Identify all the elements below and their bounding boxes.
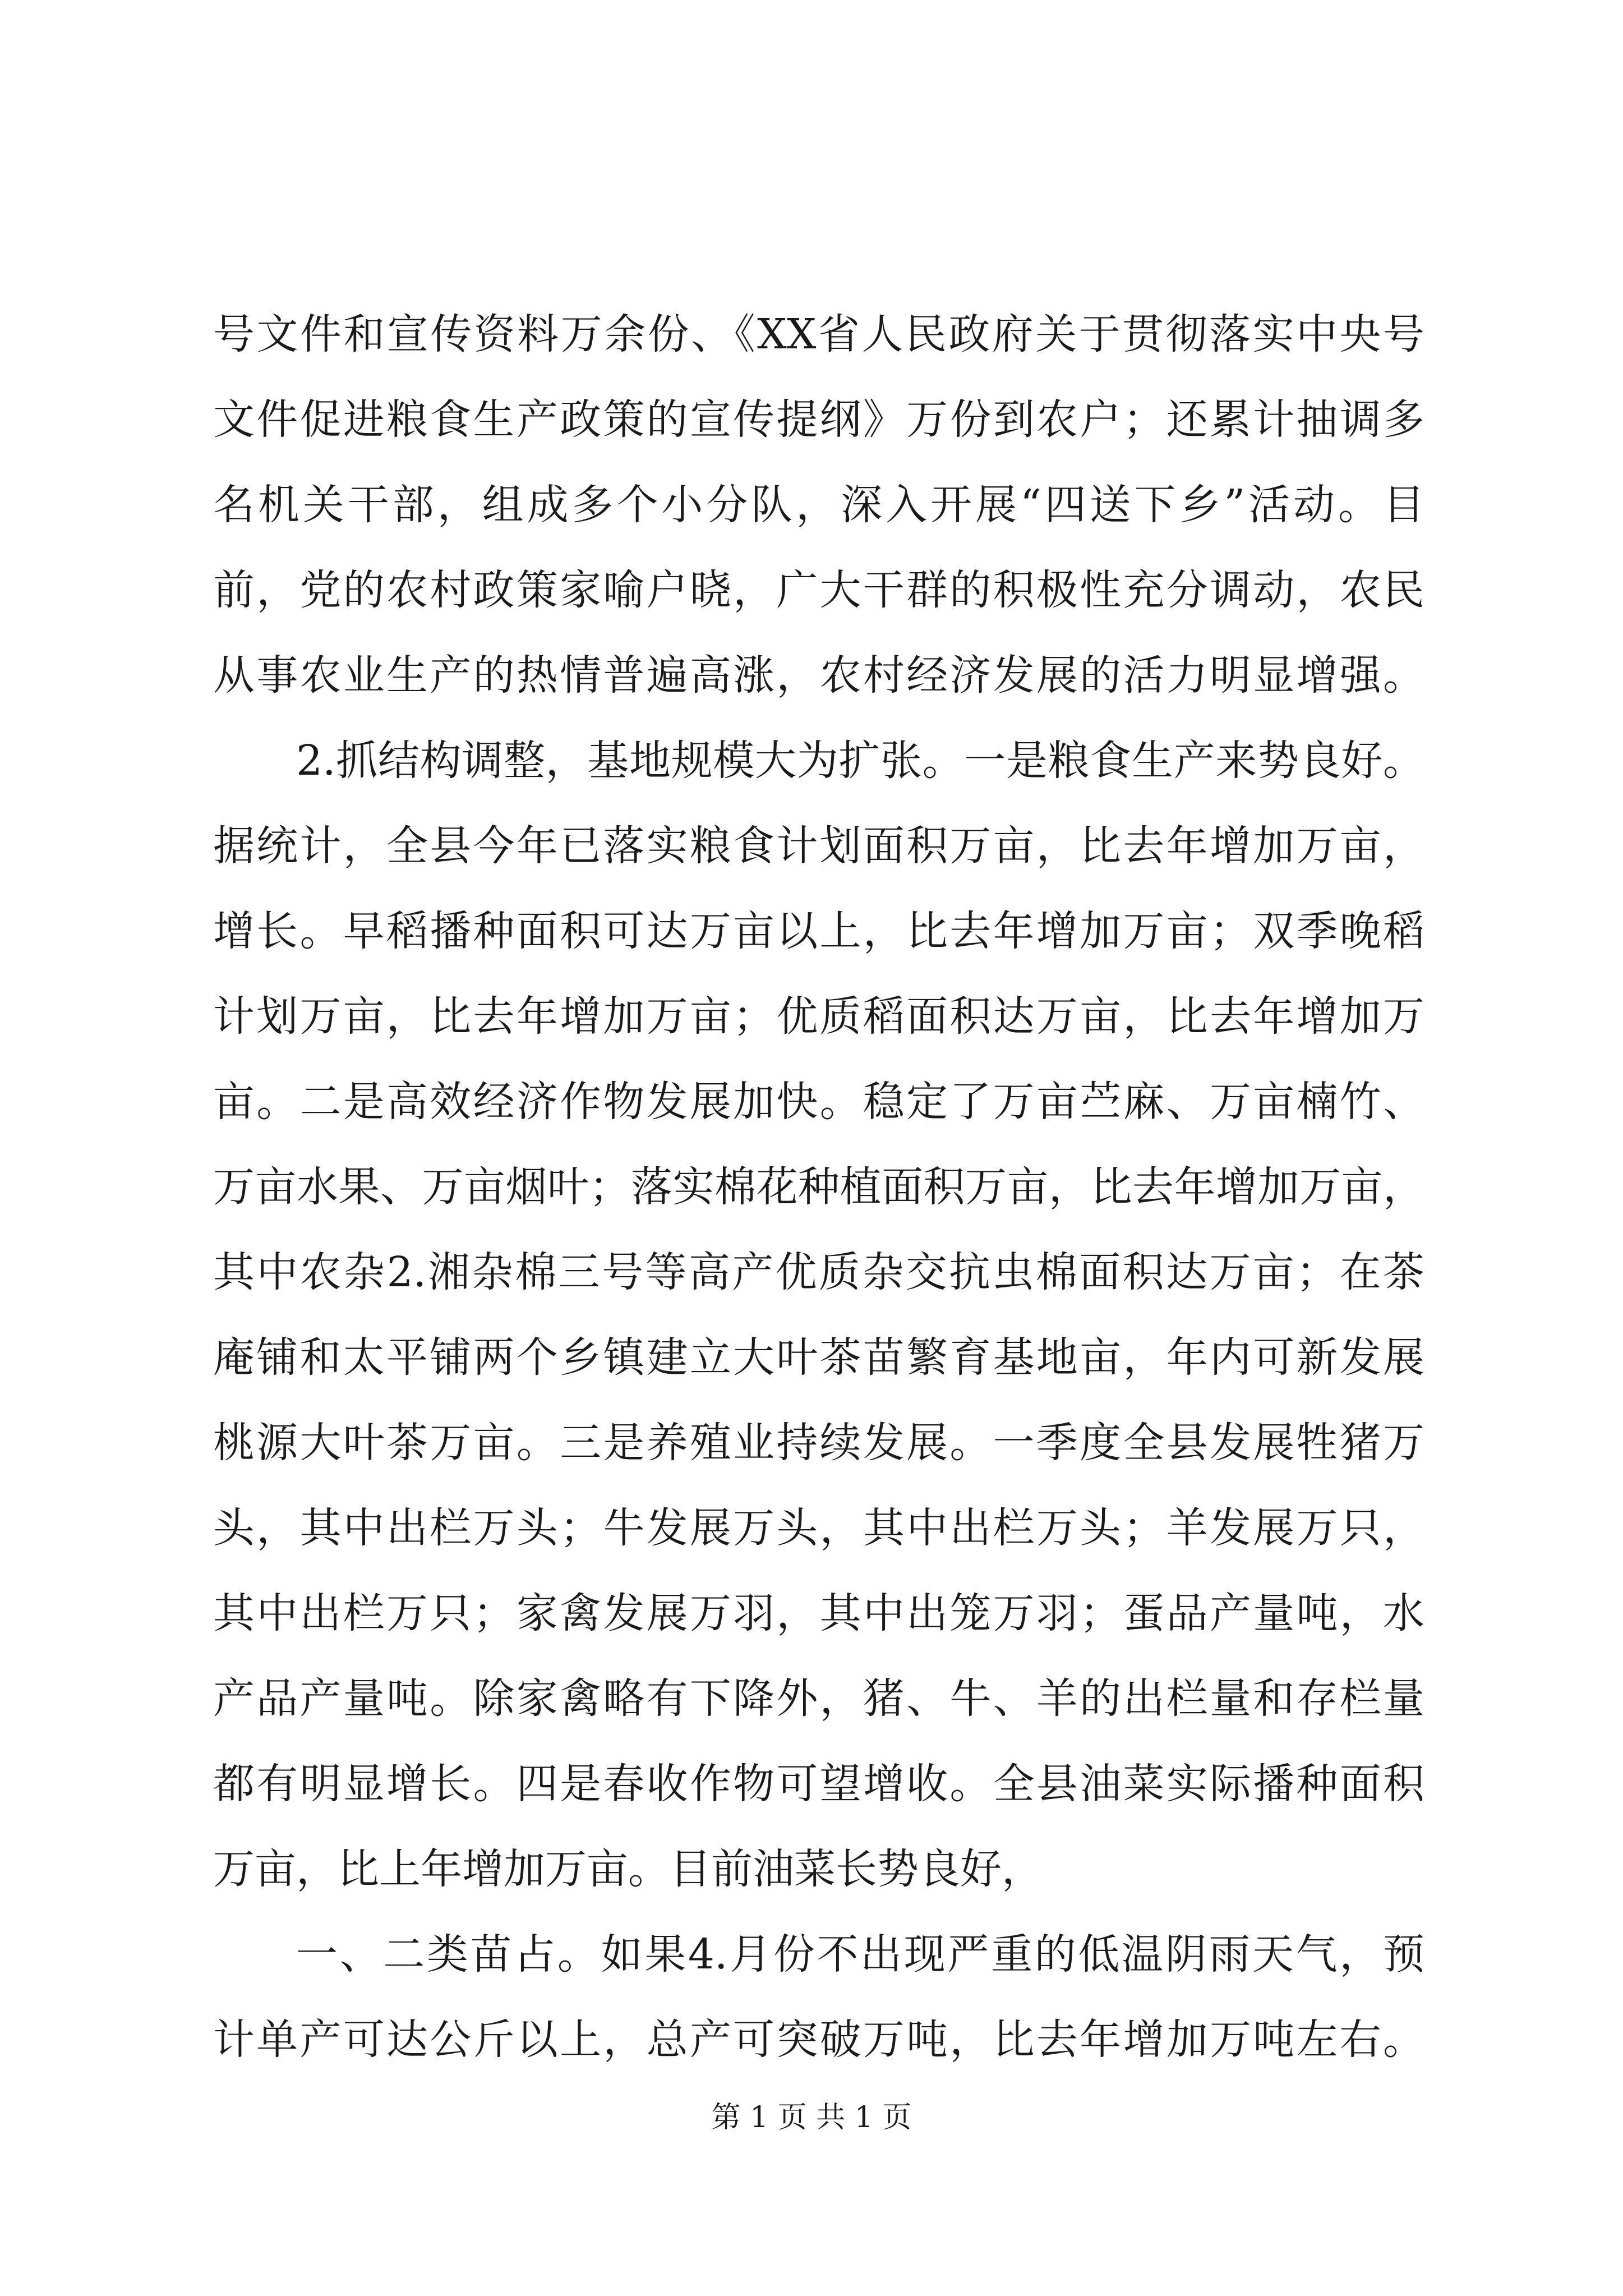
text-line: 号文件和宣传资料万余份、《XX省人民政府关于贯彻落实中央号 [213, 310, 1424, 358]
text-line: 2.抓结构调整，基地规模大为扩张。一是粮食生产来势良好。 [296, 737, 1424, 785]
text-line: 一、二类苗占。如果4.月份不出现严重的低温阴雨天气，预 [296, 1930, 1424, 1978]
text-line: 都有明显增长。四是春收作物可望增收。全县油菜实际播种面积 [213, 1760, 1424, 1808]
text-line: 万亩水果、万亩烟叶；落实棉花种植面积万亩，比去年增加万亩， [213, 1163, 1424, 1211]
text-line: 名机关干部，组成多个小分队，深入开展“四送下乡”活动。目 [213, 481, 1424, 529]
text-line: 计单产可达公斤以上，总产可突破万吨，比去年增加万吨左右。 [213, 2016, 1424, 2064]
page-footer: 第 1 页 共 1 页 [711, 2101, 912, 2134]
text-line: 产品产量吨。除家禽略有下降外，猪、牛、羊的出栏量和存栏量 [213, 1674, 1424, 1723]
text-line: 亩。二是高效经济作物发展加快。稳定了万亩苎麻、万亩楠竹、 [213, 1078, 1424, 1126]
text-line: 据统计，全县今年已落实粮食计划面积万亩，比去年增加万亩， [213, 822, 1424, 870]
text-line: 其中农杂2.湘杂棉三号等高产优质杂交抗虫棉面积达万亩；在茶 [213, 1248, 1424, 1296]
text-line: 头，其中出栏万头；牛发展万头，其中出栏万头；羊发展万只， [213, 1504, 1424, 1552]
text-line: 万亩，比上年增加万亩。目前油菜长势良好， [213, 1845, 1043, 1893]
text-line: 计划万亩，比去年增加万亩；优质稻面积达万亩，比去年增加万 [213, 992, 1424, 1041]
text-line: 桃源大叶茶万亩。三是养殖业持续发展。一季度全县发展牲猪万 [213, 1419, 1424, 1467]
body-text [213, 292, 1424, 2082]
text-line: 文件促进粮食生产政策的宣传提纲》万份到农户；还累计抽调多 [213, 395, 1424, 444]
text-line: 增长。早稻播种面积可达万亩以上，比去年增加万亩；双季晚稻 [213, 907, 1424, 955]
text-line: 从事农业生产的热情普遍高涨，农村经济发展的活力明显增强。 [213, 651, 1424, 700]
text-line: 庵铺和太平铺两个乡镇建立大叶茶苗繁育基地亩，年内可新发展 [213, 1333, 1424, 1382]
text-line: 前，党的农村政策家喻户晓，广大干群的积极性充分调动，农民 [213, 566, 1424, 614]
text-line: 其中出栏万只；家禽发展万羽，其中出笼万羽；蛋品产量吨，水 [213, 1589, 1424, 1637]
